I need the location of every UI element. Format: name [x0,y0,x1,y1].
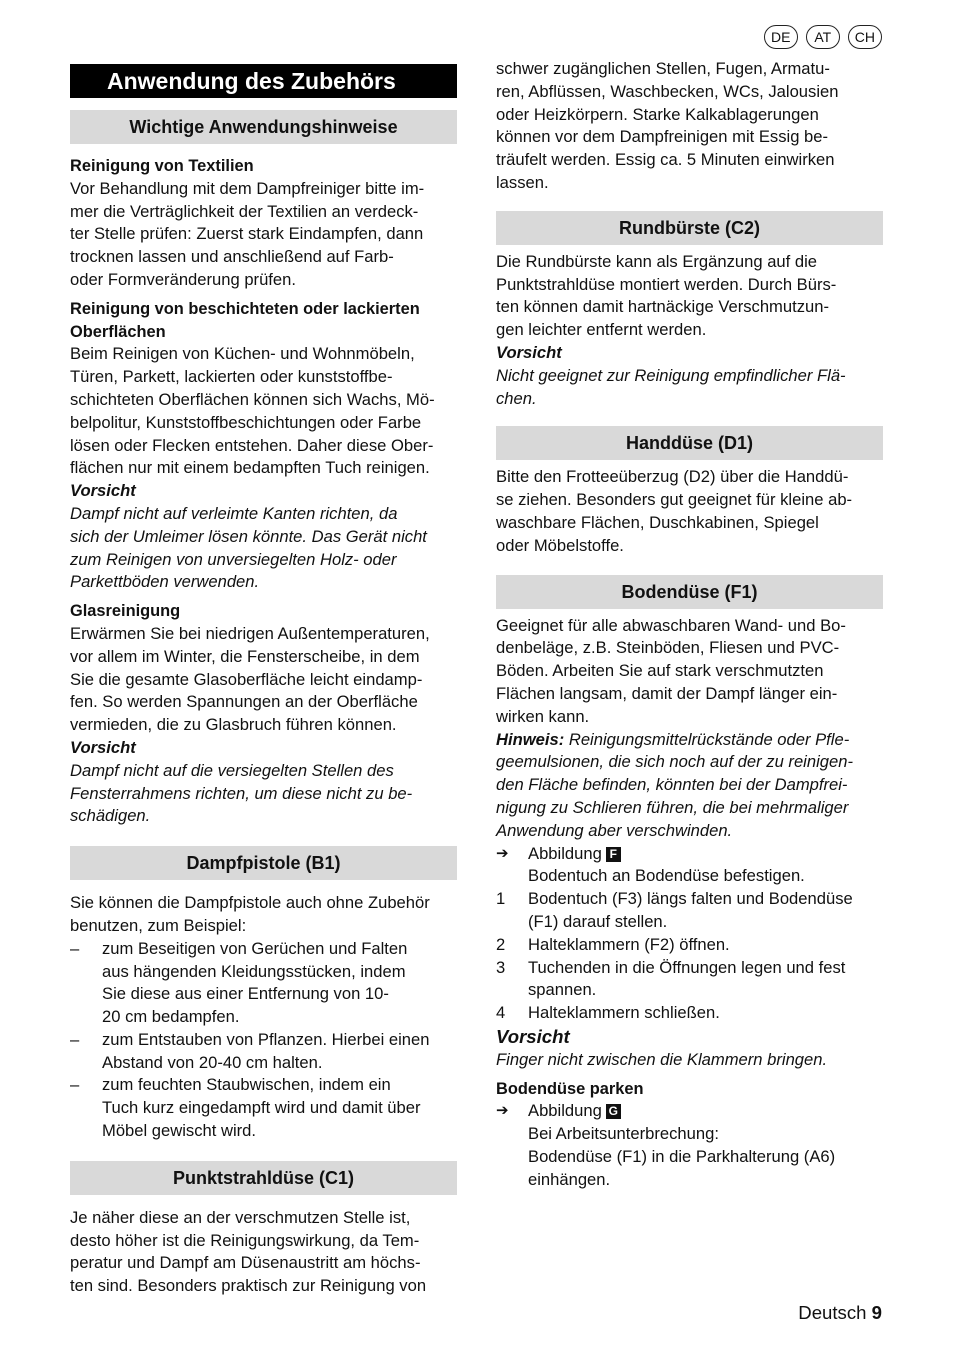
hinweis-text: Reinigungsmittelrückstände oder Pfle- [564,729,850,749]
cont-line: schwer zugänglichen Stellen, Fugen, Armatu- [496,59,830,78]
vorsicht-line: schädigen. [70,806,151,826]
step-item [496,888,883,934]
page-footer [798,1302,882,1324]
punkt-line: Je näher diese an der verschmutzen Stelle ist, [70,1207,411,1227]
step-number: 2 [496,934,506,954]
hinweis-line: Anwendung aber verschwinden. [496,820,733,840]
figure-letter-badge: G [606,1104,621,1119]
vorsicht-line: Parkettböden verwenden. [70,572,260,592]
list-item-line: Tuch kurz eingedampft wird und damit über [102,1098,421,1118]
cont-line: lassen. [496,172,549,192]
section-heading-rundbuerste: Rundbürste (C2) [496,211,883,245]
step-line: (F1) darauf stellen. [528,911,668,931]
lackiert-line: schichteten Oberflächen können sich Wachs, Mö- [70,389,435,409]
textilien-line: oder Formveränderung prüfen. [70,269,296,289]
abbildung-text: einhängen. [528,1169,611,1189]
hand-line: Bitte den Frotteeüberzug (D2) über die Handdü- [496,467,849,487]
cont-line: träufelt werden. Essig ca. 5 Minuten einwirken [496,150,835,170]
left-column [70,0,457,1298]
punkt-line: desto höher ist die Reinigungswirkung, da Tem- [70,1230,420,1250]
glas-block [70,600,457,828]
boden-line: Böden. Arbeiten Sie auf stark verschmutzten [496,661,824,681]
abbildung-text: Bodendüse (F1) in die Parkhalterung (A6) [528,1147,836,1167]
glas-line: fen. So werden Spannungen an der Oberfläche [70,692,418,712]
bodenduese-block [496,615,883,1192]
dash-bullet: – [70,938,80,958]
abbildung-ref [528,843,805,866]
lackiert-line: flächen nur mit einem bedampften Tuch reinigen. [70,458,430,478]
textilien-line: Vor Behandlung mit dem Dampfreiniger bitte im- [70,178,425,198]
textilien-line: mer die Verträglichkeit der Textilien an verdeck- [70,201,419,221]
arrow-icon: ➔ [496,1102,509,1120]
boden-line: wirken kann. [496,706,590,726]
hinweis-line: den Fläche befinden, könnten bei der Dampfrei- [496,775,848,795]
hinweis-line: geemulsionen, die sich noch auf der zu reinigen- [496,752,853,772]
figure-letter-badge: F [606,847,621,862]
step-item [496,1002,883,1025]
step-line: Halteklammern (F2) öffnen. [528,934,730,954]
punkt-line: peratur und Dampf am Düsenaustritt am höchs- [70,1253,421,1273]
cont-line: ren, Abflüssen, Waschbecken, WCs, Jalousien [496,81,839,101]
page-number: 9 [871,1302,882,1323]
step-number: 3 [496,957,506,977]
continuation-block [496,58,883,195]
vorsicht-line: Dampf nicht auf verleimte Kanten richten, da [70,503,398,523]
vorsicht-label: Vorsicht [70,481,136,501]
lackiert-line: Türen, Parkett, lackierten oder kunststoffbe- [70,367,393,387]
boden-line: Geeignet für alle abwaschbaren Wand- und Bo- [496,615,846,635]
boden-line: Flächen langsam, damit der Dampf länger ein- [496,683,838,703]
lang-tag-de: DE [764,25,798,49]
list-item-line: zum Entstauben von Pflanzen. Hierbei einen [102,1029,430,1049]
vorsicht-line: Finger nicht zwischen die Klammern bringen. [496,1049,828,1069]
right-column [496,58,883,1192]
punktstrahl-block [70,1207,457,1298]
footer-language: Deutsch [798,1302,867,1323]
handduese-block [496,466,883,557]
textilien-block [70,155,457,292]
step-item [496,934,883,957]
abbildung-text: Bei Arbeitsunterbrechung: [528,1124,719,1144]
section-heading-hinweise: Wichtige Anwendungshinweise [70,110,457,144]
pistole-intro-line: benutzen, zum Beispiel: [70,915,247,935]
lang-tag-ch: CH [848,25,882,49]
textilien-line: ter Stelle prüfen: Zuerst stark Eindampfen, dann [70,224,424,244]
section-heading-bodenduese: Bodendüse (F1) [496,575,883,609]
subheading-parken: Bodendüse parken [496,1079,644,1098]
abbildung-g-item [496,1100,883,1191]
list-item-line: Möbel gewischt wird. [102,1121,257,1141]
list-item [70,1029,457,1075]
hand-line: oder Möbelstoffe. [496,535,624,555]
hinweis-label: Hinweis: [496,729,565,749]
rundbuerste-block [496,251,883,411]
step-item [496,957,883,1003]
cont-line: oder Heizkörpern. Starke Kalkablagerungen [496,104,819,124]
vorsicht-line: Nicht geeignet zur Reinigung empfindlicher Flä- [496,365,846,385]
step-line: Halteklammern schließen. [528,1003,720,1023]
vorsicht-label: Vorsicht [496,1025,570,1047]
step-number: 4 [496,1003,506,1023]
list-item-line: aus hängenden Kleidungsstücken, indem [102,961,406,981]
abbildung-f-item [496,843,883,889]
hand-line: se ziehen. Besonders gut geeignet für kleine ab- [496,490,853,510]
punkt-line: ten sind. Besonders praktisch zur Reinigung von [70,1276,427,1296]
language-tags [764,25,882,49]
lackiert-line: belpolitur, Kunststoffbeschichtungen oder Farbe [70,412,422,432]
glas-line: Sie die gesamte Glasoberfläche leicht eindamp- [70,669,423,689]
section-heading-handduese: Handdüse (D1) [496,426,883,460]
subheading-lackiert: Oberflächen [70,322,166,341]
vorsicht-line: Fensterrahmens richten, um diese nicht zu be- [70,783,413,803]
lackiert-line: Beim Reinigen von Küchen- und Wohnmöbeln, [70,344,415,364]
list-item-line: Abstand von 20-40 cm halten. [102,1052,323,1072]
lackiert-line: lösen oder Flecken entstehen. Daher diese Ober- [70,435,434,455]
vorsicht-line: Dampf nicht auf die versiegelten Stellen des [70,760,394,780]
list-item-line: zum Beseitigen von Gerüchen und Falten [102,938,408,958]
cont-line: können vor dem Dampfreinigen mit Essig be- [496,127,829,147]
list-item [70,1074,457,1142]
subheading-textilien: Reinigung von Textilien [70,157,254,175]
list-item-line: Sie diese aus einer Entfernung von 10- [102,984,389,1004]
rund-line: ten können damit hartnäckige Verschmutzun- [496,297,829,317]
vorsicht-label: Vorsicht [70,737,136,757]
section-heading-punktstrahl: Punktstrahldüse (C1) [70,1161,457,1195]
rund-line: Die Rundbürste kann als Ergänzung auf die [496,251,818,271]
vorsicht-label: Vorsicht [496,342,562,362]
subheading-lackiert: Reinigung von beschichteten oder lackierten [70,299,420,318]
page-title: Anwendung des Zubehörs [70,64,457,98]
rund-line: gen leichter entfernt werden. [496,320,707,340]
vorsicht-line: sich der Umleimer lösen könnte. Das Gerät nicht [70,526,427,546]
glas-line: vor allem im Winter, die Fensterscheibe, in dem [70,646,420,666]
hand-line: waschbare Flächen, Duschkabinen, Spiegel [496,512,819,532]
lang-tag-at: AT [806,25,840,49]
step-line: Bodentuch (F3) längs falten und Bodendüse [528,889,853,909]
vorsicht-line: chen. [496,388,537,408]
arrow-icon: ➔ [496,844,509,862]
dash-bullet: – [70,1075,80,1095]
subheading-glas: Glasreinigung [70,602,181,621]
pistole-intro-line: Sie können die Dampfpistole auch ohne Zubehör [70,893,430,913]
dash-bullet: – [70,1029,80,1049]
hinweis-first-line [496,729,883,752]
glas-line: vermieden, die zu Glasbruch führen können. [70,715,397,735]
abbildung-label: Abbildung [528,843,602,863]
section-heading-dampfpistole: Dampfpistole (B1) [70,846,457,880]
step-number: 1 [496,889,506,909]
list-item-line: 20 cm bedampfen. [102,1007,240,1027]
glas-line: Erwärmen Sie bei niedrigen Außentemperaturen, [70,623,430,643]
abbildung-text: Bodentuch an Bodendüse befestigen. [528,866,805,886]
lackiert-block [70,298,457,594]
abbildung-ref [528,1100,835,1123]
abbildung-label: Abbildung [528,1101,602,1121]
hinweis-line: nigung zu Schlieren führen, die bei mehrmaliger [496,797,849,817]
boden-line: denbeläge, z.B. Steinböden, Fliesen und PVC- [496,638,840,658]
rund-line: Punktstrahldüse montiert werden. Durch Bürs- [496,274,837,294]
step-line: Tuchenden in die Öffnungen legen und fest [528,957,846,977]
step-line: spannen. [528,980,597,1000]
list-item-line: zum feuchten Staubwischen, indem ein [102,1075,391,1095]
textilien-line: trocknen lassen und anschließend auf Farb- [70,247,394,267]
vorsicht-line: zum Reinigen von unversiegelten Holz- oder [70,549,397,569]
dampfpistole-block [70,892,457,1143]
list-item [70,938,457,1029]
